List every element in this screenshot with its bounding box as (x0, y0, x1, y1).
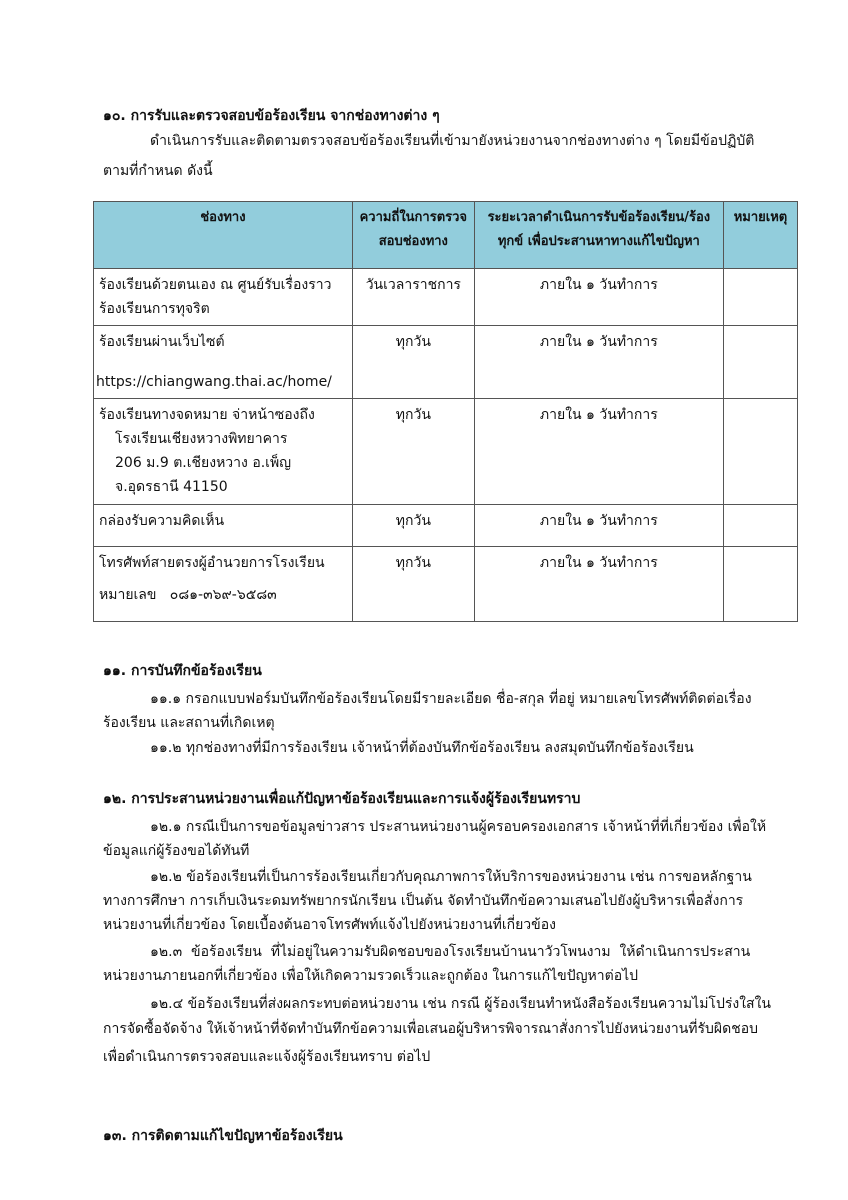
note-cell (724, 505, 798, 547)
section-10-heading: ๑๐. การรับและตรวจสอบข้อร้องเรียน จากช่องทางต่าง ๆ (103, 108, 440, 124)
frequency-cell: วันเวลาราชการ (352, 269, 474, 326)
table-row (94, 326, 798, 399)
channel-line: ร้องเรียนทางจดหมาย จ่าหน้าซองถึง (99, 407, 315, 423)
frequency-cell: ทุกวัน (352, 326, 474, 399)
section-12-heading: ๑๒. การประสานหน่วยงานเพื่อแก้ปัญหาข้อร้องเรียนและการแจ้งผู้ร้องเรียนทราบ (103, 791, 581, 807)
complaint-channels-table (93, 201, 798, 622)
paragraph-line: ๑๒.๔ ข้อร้องเรียนที่ส่งผลกระทบต่อหน่วยงาน เช่น กรณี ผู้ร้องเรียนทำหนังสือร้องเรียนความไม่โปร่งใสใน (150, 996, 771, 1012)
duration-cell: ภายใน ๑ วันทำการ (474, 505, 723, 547)
channel-line: กล่องรับความคิดเห็น (99, 513, 225, 529)
duration-cell: ภายใน ๑ วันทำการ (474, 547, 723, 622)
channel-cell (94, 547, 353, 622)
frequency-cell: ทุกวัน (352, 399, 474, 505)
table-row (94, 547, 798, 622)
table-row (94, 505, 798, 547)
paragraph-line: ๑๑.๑ กรอกแบบฟอร์มบันทึกข้อร้องเรียนโดยมีรายละเอียด ชื่อ-สกุล ที่อยู่ หมายเลขโทรศัพท์ติดต่อเรื่อง (150, 691, 752, 707)
channel-cell (94, 326, 353, 399)
note-cell (724, 547, 798, 622)
frequency-cell: ทุกวัน (352, 505, 474, 547)
note-cell (724, 326, 798, 399)
frequency-cell: ทุกวัน (352, 547, 474, 622)
paragraph-line: ข้อมูลแก่ผู้ร้องขอได้ทันที (103, 843, 250, 859)
paragraph-line: ๑๒.๑ กรณีเป็นการขอข้อมูลข่าวสาร ประสานหน่วยงานผู้ครอบครองเอกสาร เจ้าหน้าที่ที่เกี่ยวข้อง เพื่อให้ (150, 819, 767, 835)
address-line: โรงเรียนเชียงหวางพิทยาคาร (115, 431, 288, 447)
duration-cell: ภายใน ๑ วันทำการ (474, 269, 723, 326)
website-url: https://chiangwang.thai.ac/home/ (96, 374, 332, 390)
paragraph-line: ทางการศึกษา การเก็บเงินระดมทรัพยากรนักเรียน เป็นต้น จัดทำบันทึกข้อความเสนอไปยังผู้บริหารเพื่อสั่งการ (103, 893, 744, 909)
duration-cell: ภายใน ๑ วันทำการ (474, 326, 723, 399)
address-line: 206 ม.9 ต.เชียงหวาง อ.เพ็ญ (115, 455, 292, 471)
paragraph-line: ๑๒.๒ ข้อร้องเรียนที่เป็นการร้องเรียนเกี่ยวกับคุณภาพการให้บริการของหน่วยงาน เช่น การขอหลักฐาน (150, 869, 752, 885)
header-duration: ระยะเวลาดำเนินการรับข้อร้องเรียน/ร้องทุกข์ เพื่อประสานหาทางแก้ไขปัญหา (474, 202, 723, 269)
paragraph-line: หน่วยงานภายนอกที่เกี่ยวข้อง เพื่อให้เกิดความรวดเร็วและถูกต้อง ในการแก้ไขปัญหาต่อไป (103, 968, 639, 984)
section-11-heading: ๑๑. การบันทึกข้อร้องเรียน (103, 663, 262, 679)
note-cell (724, 269, 798, 326)
note-cell (724, 399, 798, 505)
channel-cell (94, 399, 353, 505)
header-note: หมายเหตุ (724, 202, 798, 269)
table-header-row (94, 202, 798, 269)
table-row (94, 269, 798, 326)
paragraph-line: หน่วยงานที่เกี่ยวข้อง โดยเบื้องต้นอาจโทรศัพท์แจ้งไปยังหน่วยงานที่เกี่ยวข้อง (103, 917, 556, 933)
section-13-heading: ๑๓. การติดตามแก้ไขปัญหาข้อร้องเรียน (103, 1128, 343, 1144)
channel-cell (94, 505, 353, 547)
paragraph-line: ๑๒.๓ ข้อร้องเรียน ที่ไม่อยู่ในความรับผิดชอบของโรงเรียนบ้านนาวัวโพนงาม ให้ดำเนินการประสาน (150, 944, 751, 960)
channel-line: ร้องเรียนการทุจริต (99, 301, 210, 317)
paragraph-line: ตามที่กำหนด ดังนี้ (103, 163, 213, 179)
table-row (94, 399, 798, 505)
address-line: จ.อุดรธานี 41150 (115, 479, 228, 495)
duration-cell: ภายใน ๑ วันทำการ (474, 399, 723, 505)
paragraph-line: ดำเนินการรับและติดตามตรวจสอบข้อร้องเรียนที่เข้ามายังหน่วยงานจากช่องทางต่าง ๆ โดยมีข้อปฏิบัติ (150, 133, 755, 149)
phone-number: หมายเลข ๐๘๑-๓๖๙-๖๕๘๓ (99, 587, 277, 603)
channel-cell (94, 269, 353, 326)
paragraph-line: เพื่อดำเนินการตรวจสอบและแจ้งผู้ร้องเรียนทราบ ต่อไป (103, 1049, 431, 1065)
paragraph-line: ร้องเรียน และสถานที่เกิดเหตุ (103, 715, 275, 731)
header-frequency: ความถี่ในการตรวจสอบช่องทาง (352, 202, 474, 269)
channel-line: ร้องเรียนด้วยตนเอง ณ ศูนย์รับเรื่องราว (99, 277, 332, 293)
channel-line: ร้องเรียนผ่านเว็บไซต์ (99, 334, 225, 350)
header-channel: ช่องทาง (94, 202, 353, 269)
channel-line: โทรศัพท์สายตรงผู้อำนวยการโรงเรียน (99, 555, 325, 571)
paragraph-line: การจัดซื้อจัดจ้าง ให้เจ้าหน้าที่จัดทำบันทึกข้อความเพื่อเสนอผู้บริหารพิจารณาสั่งการไปยังหน่วยงานที่รับผิดชอบ (103, 1021, 759, 1037)
paragraph-line: ๑๑.๒ ทุกช่องทางที่มีการร้องเรียน เจ้าหน้าที่ต้องบันทึกข้อร้องเรียน ลงสมุดบันทึกข้อร้องเรียน (150, 740, 694, 756)
